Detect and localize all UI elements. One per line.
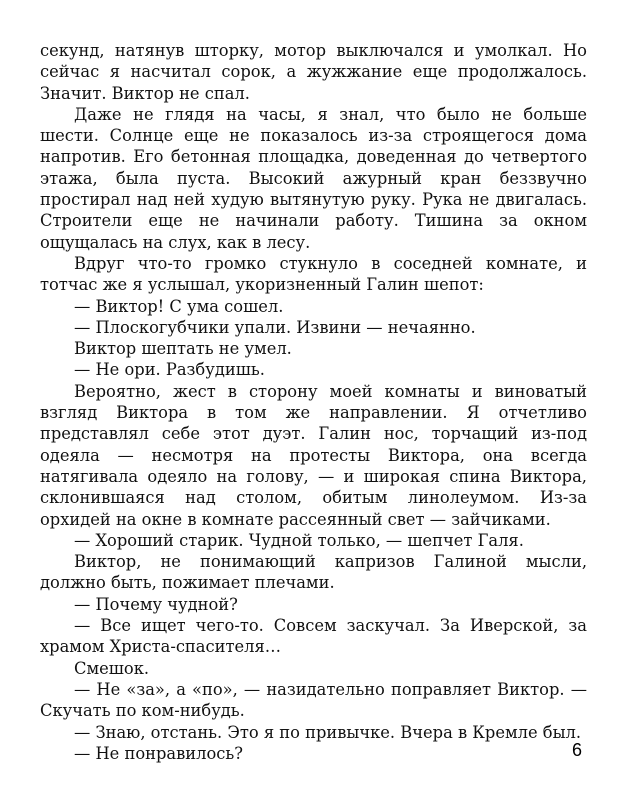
page-number: 6 — [572, 740, 583, 760]
dialogue-line: — Не ори. Разбудишь. — [74, 360, 265, 380]
paragraph: Вдруг что-то громко стукнуло в соседней комнате, и тотчас же я услышал, укоризненный Галин шепот: — [40, 253, 587, 295]
dialogue-line: — Не «за», а «по», — назидательно поправляет Виктор. — Скучать по ком-нибудь. — [40, 679, 587, 721]
dialogue-line: — Почему чудной? — [74, 594, 238, 614]
dialogue-line: — Плоскогубчики упали. Извини — нечаянно. — [74, 317, 476, 337]
dialogue-line: — Виктор! С ума сошел. — [74, 296, 284, 316]
page-text — [40, 40, 587, 764]
dialogue-line: — Хороший старик. Чудной только, — шепчет Галя. — [74, 530, 524, 550]
paragraph: Даже не глядя на часы, я знал, что было не больше шести. Солнце еще не показалось из-за строящегося дома напротив. Его бетонная площадка, доведенная до четвертого этажа, была пуста. Высокий ажурный кран беззвучно простирал над ней худую вытянутую руку. Рука не двигалась. Строители еще не начинали работу. Тишина за окном ощущалась на слух, как в лесу. — [40, 104, 587, 252]
paragraph: Смешок. — [74, 658, 150, 678]
dialogue-line: — Все ищет чего-то. Совсем заскучал. За Иверской, за храмом Христа-спасителя… — [40, 616, 587, 657]
dialogue-line: — Не понравилось? — [74, 743, 243, 763]
paragraph: Виктор шептать не умел. — [74, 339, 292, 359]
dialogue-line: — Знаю, отстань. Это я по привычке. Вчера в Кремле был. — [74, 722, 582, 742]
paragraph: Виктор, не понимающий капризов Галиной мысли, должно быть, пожимает плечами. — [40, 552, 587, 593]
paragraph: секунд, натянув шторку, мотор выключался и умолкал. Но сейчас я насчитал сорок, а жужжание еще продолжалось. Значит. Виктор не спал. — [40, 41, 587, 103]
paragraph: Вероятно, жест в сторону моей комнаты и виноватый взгляд Виктора в том же направлении. Я отчетливо представлял себе этот дуэт. Галин нос, торчащий из-под одеяла — несмотря на протесты Виктора, она всегда натягивала одеяло на голову, — и широкая спина Виктора, склонившаяся над столом, обитым линолеумом. Из-за орхидей на окне в комнате рассеянный свет — зайчиками. — [40, 381, 587, 529]
